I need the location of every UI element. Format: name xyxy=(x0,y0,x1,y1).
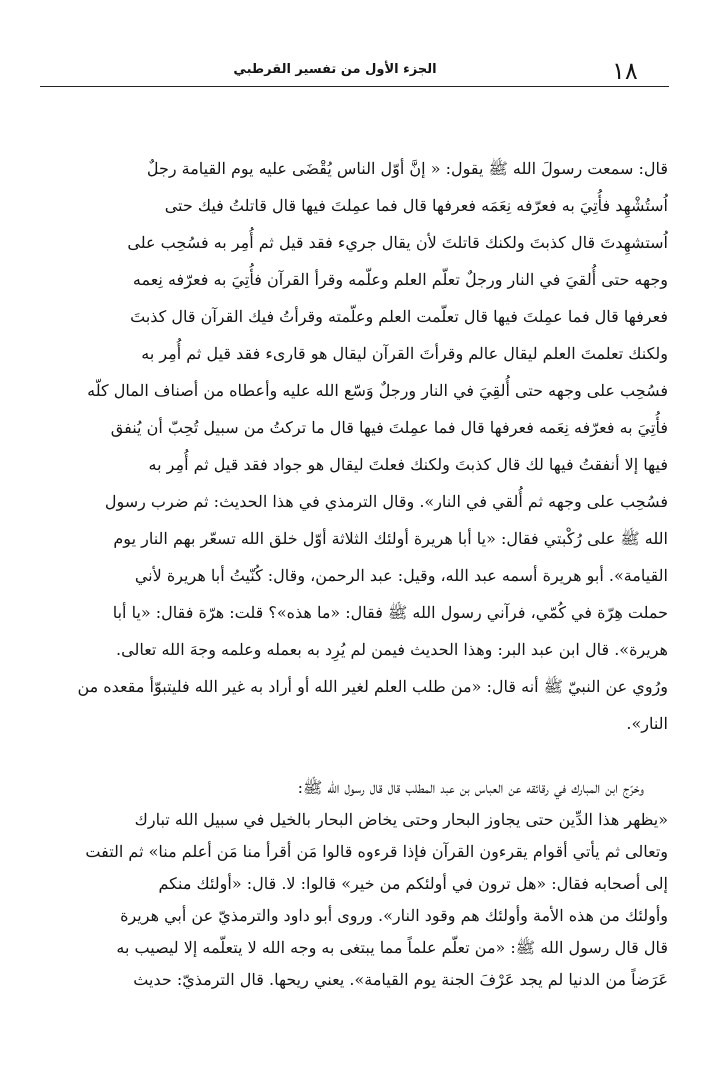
text-line: وخرّج ابن المبارك في رقائقه عن العباس بن عبد المطلب قال قال رسول الله ﷺ: xyxy=(297,778,644,797)
page-header xyxy=(0,56,703,86)
text-line: ورُوي عن النبيّ ﷺ أنه قال: «من طلب العلم لغير الله أو أراد به غير الله فليتبوّأ مقعده من xyxy=(77,677,668,696)
text-line: فسُحِب على وجهه ثم أُلقي في النار». وقال الترمذي في هذا الحديث: ثم ضرب رسول xyxy=(104,492,668,511)
text-line: هريرة». قال ابن عبد البر: وهذا الحديث فيمن لم يُرِد به بعمله وعلمه وجهَ الله تعالى. xyxy=(116,640,668,659)
text-line: فسُحِب على وجهه حتى أُلقِيَ في النار ورجلٌ وَسّع الله عليه وأعطاه من أصناف المال كلّه xyxy=(87,381,668,400)
text-line: فيها إلا أنفقتُ فيها لك قال كذبتَ ولكنك فعلتَ ليقال هو جواد فقد قيل ثم أُمِر به xyxy=(148,455,668,474)
text-line: النار». xyxy=(626,714,668,733)
text-line: فأُتِيَ به فعرّفه نِعَمه فعرفها قال فما عمِلتَ فيها قال ما تركتُ من سبيل تُحِبّ أن يُنفق xyxy=(110,418,668,437)
text-line: وجهه حتى أُلقيَ في النار ورجلٌ تعلّم العلم وعلّمه وقرأ القرآن فأُتِيَ به فعرّفه نِعمه xyxy=(132,270,668,289)
text-line: اُستشهِدتَ قال كذبتَ ولكنك قاتلتَ لأن يقال جريء فقد قيل ثم أُمِر به فسُحِب على xyxy=(127,233,668,252)
text-line: حملت هِرّة في كُمّي، فرآني رسول الله ﷺ فقال: «ما هذه»؟ قلت: هرّة فقال: «يا أبا xyxy=(112,603,668,622)
page-number: ١٨ xyxy=(612,57,638,85)
text-line: «يظهر هذا الدِّين حتى يجاوز البحار وحتى يخاض البحار بالخيل في سبيل الله تبارك xyxy=(134,810,668,829)
text-line: وتعالى ثم يأتي أقوام يقرءون القرآن فإذا قرءوه قالوا مَن أقرأ منا مَن أعلم منا» ثم التفت xyxy=(85,842,668,861)
text-line: وأولئك من هذه الأمة وأولئك هم وقود النار». وروى أبو داود والترمذيّ عن أبي هريرة xyxy=(120,906,668,925)
text-line: فعرفها قال فما عمِلتَ فيها قال تعلّمت العلم وعلّمته وقرأتُ فيك القرآن قال كذبتَ xyxy=(130,307,668,326)
text-line: قال: سمعت رسولَ الله ﷺ يقول: « إنَّ أوّل الناس يُقْضَى عليه يوم القيامة رجلٌ xyxy=(146,159,668,178)
text-line: القيامة». أبو هريرة أسمه عبد الله، وقيل: عبد الرحمن، وقال: كُنّيتُ أبا هريرة لأني xyxy=(134,566,668,585)
paragraph-2 xyxy=(40,772,668,996)
header-rule xyxy=(40,86,669,87)
text-line: عَرَضاً من الدنيا لم يجد عَرْفَ الجنة يوم القيامة». يعني ريحها. قال الترمذيّ: حديث xyxy=(133,970,668,989)
paragraph-1 xyxy=(40,150,668,742)
text-line: الله ﷺ على رُكْبتي فقال: «يا أبا هريرة أولئك الثلاثة أوّل خلق الله تسعّر بهم النار يوم xyxy=(113,529,668,548)
text-line: ولكنك تعلمتَ العلم ليقال عالم وقرأتَ القرآن ليقال هو قارىء فقد قيل ثم أُمِر به xyxy=(141,344,668,363)
text-line: قال قال رسول الله ﷺ: «من تعلّم علماً مما يبتغى به وجه الله لا يتعلّمه إلا ليصيب به xyxy=(116,938,668,957)
running-head: الجزء الأول من تفسير القرطبي xyxy=(233,62,437,77)
text-line: إلى أصحابه فقال: «هل ترون في أولئكم من خير» قالوا: لا. قال: «أولئك منكم xyxy=(158,874,668,893)
text-line: اُستُشْهِد فأُتِيَ به فعرّفه نِعَمَه فعرفها قال فما عمِلتَ فيها قال قاتلتُ فيك حتى xyxy=(164,196,668,215)
